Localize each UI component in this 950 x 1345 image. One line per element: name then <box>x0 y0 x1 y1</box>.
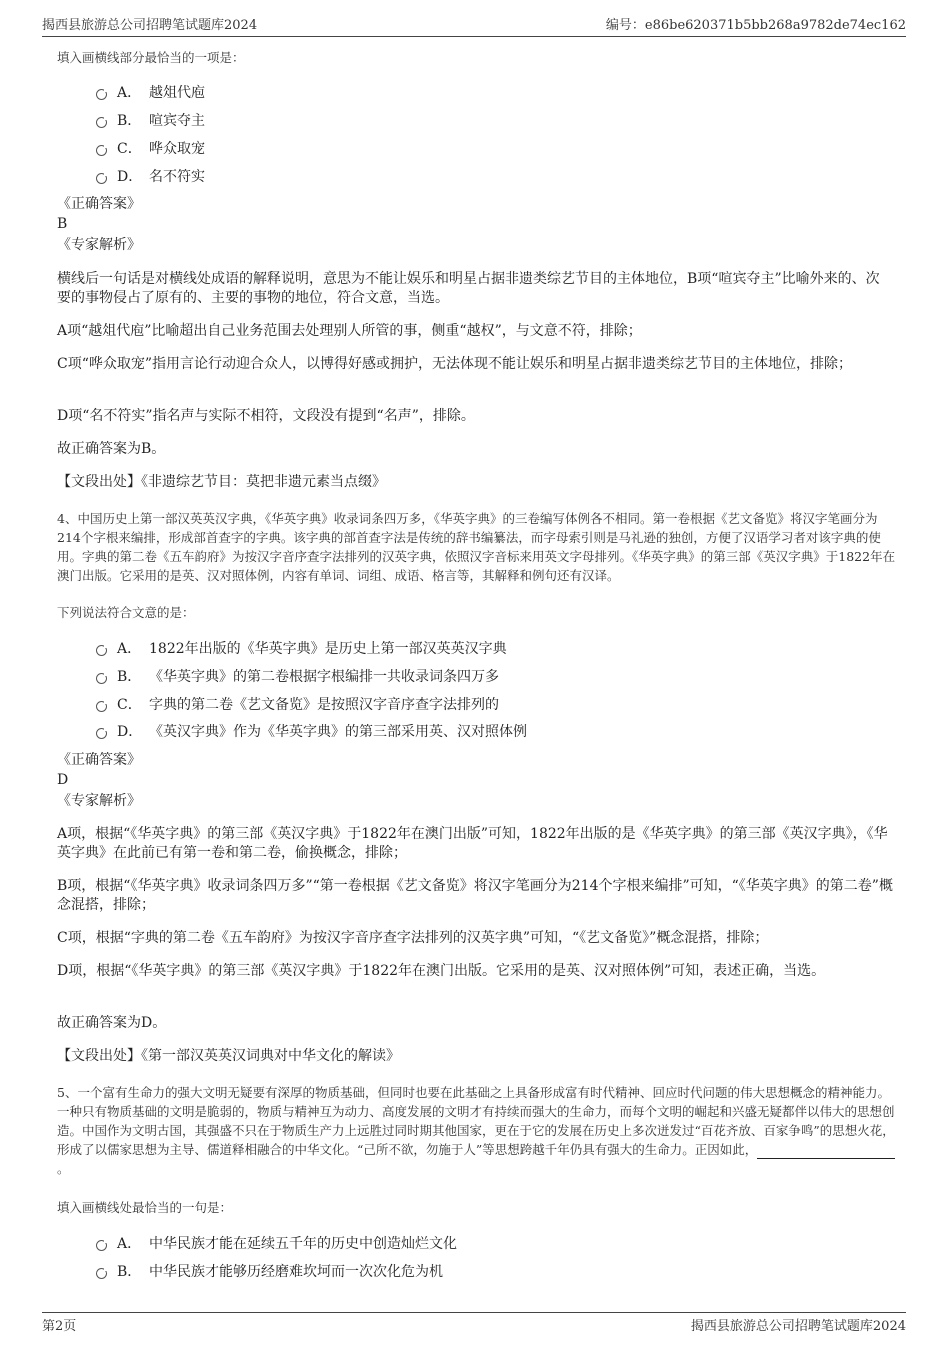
radio-icon[interactable] <box>96 645 107 656</box>
q3-option-d[interactable] <box>96 166 205 186</box>
radio-icon[interactable] <box>96 145 107 156</box>
q5-option-a[interactable] <box>96 1233 457 1253</box>
q4-analysis-4: D项，根据“《华英字典》的第三部《英汉字典》于1822年在澳门出版。它采用的是英、汉对照体例”可知，表述正确，当选。 <box>57 963 826 979</box>
q3-answer-label: 《正确答案》 <box>57 196 141 212</box>
q3-answer: B <box>57 216 68 232</box>
option-letter: A． <box>117 85 142 101</box>
option-text: 喧宾夺主 <box>149 113 205 129</box>
page-footer <box>42 1312 906 1334</box>
option-letter: C． <box>117 141 142 157</box>
option-text: 名不符实 <box>149 169 205 185</box>
header-title: 揭西县旅游总公司招聘笔试题库2024 <box>42 18 258 33</box>
page-number: 第2页 <box>42 1319 77 1334</box>
q4-option-c[interactable] <box>96 694 499 714</box>
option-text: 1822年出版的《华英字典》是历史上第一部汉英英汉字典 <box>149 641 507 657</box>
q5-passage <box>57 1083 897 1178</box>
q3-analysis-3: C项“哗众取宠”指用言论行动迎合众人，以博得好感或拥护，无法体现不能让娱乐和明星占据非遗类综艺节目的主体地位，排除； <box>57 356 853 372</box>
q4-analysis-1: A项，根据“《华英字典》的第三部《英汉字典》于1822年在澳门出版”可知，1822年出版的是《华英字典》的第三部《英汉字典》，《华英字典》在此前已有第一卷和第二卷，偷换概念，排除； <box>57 826 888 861</box>
q3-option-a[interactable] <box>96 82 205 102</box>
q4-analysis-5: 故正确答案为D。 <box>57 1015 167 1031</box>
radio-icon[interactable] <box>96 117 107 128</box>
option-text: 中华民族才能够历经磨难坎坷而一次次化危为机 <box>149 1264 443 1280</box>
q5-option-b[interactable] <box>96 1261 443 1281</box>
option-text: 越俎代庖 <box>149 85 205 101</box>
q3-analysis-2: A项“越俎代庖”比喻超出自己业务范围去处理别人所管的事，侧重“越权”，与文意不符，排除； <box>57 323 642 339</box>
q3-analysis-5: 故正确答案为B。 <box>57 441 166 457</box>
option-text: 《华英字典》的第二卷根据字根编排一共收录词条四万多 <box>149 669 499 685</box>
option-text: 哗众取宠 <box>149 141 205 157</box>
q4-source: 【文段出处】《第一部汉英英汉词典对中华文化的解读》 <box>57 1048 400 1064</box>
option-letter: A． <box>117 641 142 657</box>
q4-prompt: 下列说法符合文意的是： <box>57 605 195 620</box>
q4-option-b[interactable] <box>96 666 499 686</box>
radio-icon[interactable] <box>96 701 107 712</box>
q3-analysis-1: 横线后一句话是对横线处成语的解释说明，意思为不能让娱乐和明星占据非遗类综艺节目的主体地位，B项“喧宾夺主”比喻外来的、次要的事物侵占了原有的、主要的事物的地位，符合文意，当选。 <box>57 271 880 306</box>
q4-answer-label: 《正确答案》 <box>57 752 141 768</box>
q5-prompt: 填入画横线处最恰当的一句是： <box>57 1200 233 1215</box>
q4-analysis-label: 《专家解析》 <box>57 793 141 809</box>
q3-option-b[interactable] <box>96 110 205 130</box>
option-letter: C． <box>117 697 142 713</box>
q3-source: 【文段出处】《非遗综艺节目：莫把非遗元素当点缀》 <box>57 474 386 490</box>
q4-answer: D <box>57 772 69 788</box>
option-letter: D． <box>117 724 143 740</box>
option-letter: B． <box>117 113 142 129</box>
option-text: 字典的第二卷《艺文备览》是按照汉字音序查字法排列的 <box>149 697 499 713</box>
page-header <box>42 14 906 37</box>
header-code <box>606 14 906 33</box>
radio-icon[interactable] <box>96 673 107 684</box>
footer-title: 揭西县旅游总公司招聘笔试题库2024 <box>690 1319 906 1334</box>
radio-icon[interactable] <box>96 173 107 184</box>
option-text: 中华民族才能在延续五千年的历史中创造灿烂文化 <box>149 1236 457 1252</box>
radio-icon[interactable] <box>96 1240 107 1251</box>
option-letter: D． <box>117 169 143 185</box>
q4-option-a[interactable] <box>96 638 507 658</box>
q4-analysis-2: B项，根据“《华英字典》收录词条四万多”“第一卷根据《艺文备览》将汉字笔画分为214个字根来编排”可知，“《华英字典》的第二卷”概念混搭，排除； <box>57 878 893 913</box>
header-code-label: 编号： <box>605 18 645 33</box>
radio-icon[interactable] <box>96 1268 107 1279</box>
q3-option-c[interactable] <box>96 138 205 158</box>
option-letter: B． <box>117 1264 142 1280</box>
q5-passage-text: 5、一个富有生命力的强大文明无疑要有深厚的物质基础，但同时也要在此基础之上具备形成富有时代精神、回应时代问题的伟大思想概念的精神能力。一种只有物质基础的文明是脆弱的，物质与精神互为动力、高度发展的文明才有持续而强大的生命力，而每个文明的崛起和兴盛无疑都伴以伟大的思想创造。中国作为文明古国，其强盛不只在于物质生产力上远胜过同时期其他国家，更在于它的发展在历史上多次迸发过“百花齐放、百家争鸣”的思想火花，形成了以儒家思想为主导、儒道释相融合的中华文化。“己所不欲，勿施于人”等思想跨越千年仍具有强大的生命力。正因如此， <box>57 1085 895 1157</box>
radio-icon[interactable] <box>96 728 107 739</box>
q3-analysis-4: D项“名不符实”指名声与实际不相符，文段没有提到“名声”，排除。 <box>57 408 475 424</box>
q4-option-d[interactable] <box>96 721 527 741</box>
option-letter: B． <box>117 669 142 685</box>
fill-in-blank <box>757 1144 895 1159</box>
option-letter: A． <box>117 1236 142 1252</box>
q3-prompt: 填入画横线部分最恰当的一项是： <box>57 50 245 65</box>
header-code-value: e86be620371b5bb268a9782de74ec162 <box>644 18 906 33</box>
radio-icon[interactable] <box>96 89 107 100</box>
q5-passage-end: 。 <box>57 1161 70 1176</box>
q4-analysis-3: C项，根据“字典的第二卷《五车韵府》为按汉字音序查字法排列的汉英字典”可知，“《艺文备览》”概念混搭，排除； <box>57 930 769 946</box>
q4-passage: 4、中国历史上第一部汉英英汉字典，《华英字典》收录词条四万多，《华英字典》的三卷编写体例各不相同。第一卷根据《艺文备览》将汉字笔画分为214个字根来编排，形成部首查字的字典。该字典的部首查字法是传统的辞书编纂法，而字母索引则是马礼逊的独创，方便了汉语学习者对该字典的使用。字典的第二卷《五车韵府》为按汉字音序查字法排列的汉英字典，依照汉字音标来用英文字母排列。《华英字典》的第三部《英汉字典》于1822年在澳门出版。它采用的是英、汉对照体例，内容有单词、词组、成语、格言等，其解释和例句还有汉译。 <box>57 511 896 583</box>
option-text: 《英汉字典》作为《华英字典》的第三部采用英、汉对照体例 <box>149 724 527 740</box>
q3-analysis-label: 《专家解析》 <box>57 237 141 253</box>
